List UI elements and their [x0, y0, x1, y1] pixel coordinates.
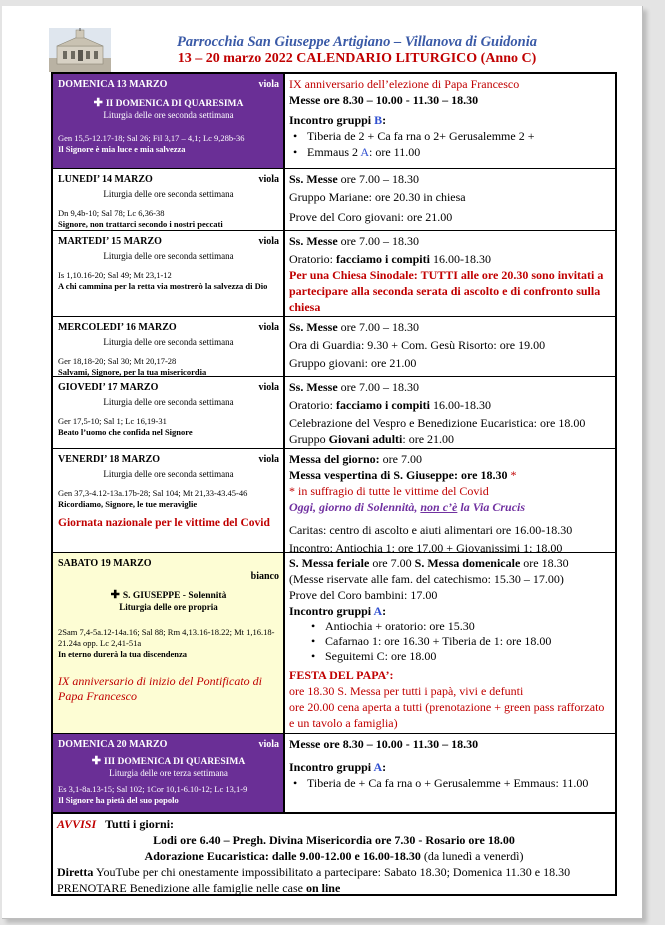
event-bullet: • Emmaus 2 A: ore 11.00	[289, 144, 612, 160]
events-cell	[285, 169, 615, 230]
liturgy-week: Liturgia delle ore propria	[119, 602, 218, 612]
event-line: Ora di Guardia: 9.30 + Com. Gesù Risorto: ore 19.00	[289, 338, 546, 352]
day-cell	[53, 231, 285, 316]
liturgy-week: Liturgia delle ore terza settimana	[109, 768, 228, 778]
calendar-subtitle: 13 – 20 marzo 2022 CALENDARIO LITURGICO (Anno C)	[177, 51, 537, 66]
feast-name: S. GIUSEPPE - Solennità	[122, 591, 227, 601]
event-line: Celebrazione del Vespro e Benedizione Eucaristica: ore 18.00	[289, 416, 586, 430]
psalm-verse: Il Signore ha pietà del suo popolo	[58, 795, 179, 805]
day-label: SABATO 19 MARZO	[58, 558, 152, 569]
event-line: S. Messa feriale ore 7.00 S. Messa domenicale ore 18.30	[289, 556, 569, 570]
day-label: MARTEDI’ 15 MARZO	[58, 236, 162, 247]
liturgical-color: viola	[258, 322, 279, 333]
special-day: Giornata nazionale per le vittime del Covid	[58, 517, 270, 529]
event-line: Gruppo Mariane: ore 20.30 in chiesa	[289, 190, 466, 204]
feast-name: II DOMENICA DI QUARESIMA	[105, 99, 244, 109]
event-line: Per una Chiesa Sinodale: TUTTI alle ore 20.30 sono invitati a partecipare alla seconda serata di ascolto e di confronto sulla chiesa	[289, 268, 604, 314]
cross-icon: ✚	[91, 755, 101, 767]
event-line: Oratorio: facciamo i compiti 16.00-18.30	[289, 252, 491, 266]
readings: Ger 18,18-20; Sal 30; Mt 20,17-28	[58, 356, 177, 366]
calendar-table	[51, 72, 617, 896]
event-line: IX anniversario dell’elezione di Papa Francesco	[289, 77, 520, 91]
event-line: Oggi, giorno di Solennità, non c’è la Via Crucis	[289, 500, 526, 514]
readings: Ger 17,5-10; Sal 1; Lc 16,19-31	[58, 416, 167, 426]
notices-label: AVVISI	[57, 817, 97, 831]
notices-header	[57, 816, 611, 832]
psalm-verse: Il Signore è mia luce e mia salvezza	[58, 144, 186, 154]
readings: 2Sam 7,4-5a.12-14a.16; Sal 88; Rm 4,13.16-18.22; Mt 1,16.18-21.24a opp. Lc 2,41-51a	[58, 627, 275, 648]
psalm-verse: Signore, non trattarci secondo i nostri peccati	[58, 219, 223, 229]
event-bullet: • Tiberia de 2 + Ca fa rna o 2+ Gerusalemme 2 +	[289, 128, 612, 144]
liturgical-color: viola	[258, 739, 279, 750]
events-cell	[285, 377, 615, 448]
day-label: MERCOLEDI’ 16 MARZO	[58, 322, 177, 333]
anniversary-note: IX anniversario di inizio del Pontificato di Papa Francesco	[58, 674, 262, 703]
table-row	[53, 74, 615, 169]
event-line: Messa vespertina di S. Giuseppe: ore 18.30 *	[289, 468, 517, 482]
day-label: DOMENICA 20 MARZO	[58, 739, 168, 750]
event-line: Caritas: centro di ascolto e aiuti alimentari ore 16.00-18.30	[289, 523, 573, 537]
events-cell	[285, 734, 615, 812]
feast-name: III DOMENICA DI QUARESIMA	[104, 757, 246, 767]
notices-section	[53, 814, 615, 898]
liturgical-color: viola	[258, 382, 279, 393]
liturgical-color: viola	[258, 79, 279, 90]
table-row	[53, 231, 615, 317]
day-cell	[53, 553, 285, 733]
liturgy-week: Liturgia delle ore seconda settimana	[103, 397, 234, 407]
liturgical-color: viola	[258, 454, 279, 465]
readings: Es 3,1-8a.13-15; Sal 102; 1Cor 10,1-6.10-12; Lc 13,1-9	[58, 784, 248, 794]
psalm-verse: Beato l’uomo che confida nel Signore	[58, 427, 193, 437]
notice-line: Lodi ore 6.40 – Pregh. Divina Misericordia ore 7.30 - Rosario ore 18.00	[153, 833, 515, 847]
event-line: Incontro gruppi A:	[289, 604, 387, 618]
readings: Dn 9,4b-10; Sal 78; Lc 6,36-38	[58, 208, 165, 218]
notice-line: Diretta YouTube per chi onestamente impossibilitato a partecipare: Sabato 18.30; Domenica 11.30 e 18.30	[57, 865, 571, 879]
event-line: Ss. Messe ore 7.00 – 18.30	[289, 234, 419, 248]
events-cell	[285, 449, 615, 552]
day-cell	[53, 74, 285, 168]
day-label: VENERDI’ 18 MARZO	[58, 454, 161, 465]
event-line: Gruppo giovani: ore 21.00	[289, 356, 417, 370]
day-label: LUNEDI’ 14 MARZO	[58, 174, 153, 185]
events-cell	[285, 553, 615, 733]
day-label: GIOVEDI’ 17 MARZO	[58, 382, 159, 393]
table-row	[53, 734, 615, 814]
event-line: Ss. Messe ore 7.00 – 18.30	[289, 380, 419, 394]
event-line: Gruppo Giovani adulti: ore 21.00	[289, 432, 455, 446]
bulletin-page	[2, 6, 643, 919]
parish-title: Parrocchia San Giuseppe Artigiano – Villanova di Guidonia	[176, 34, 537, 50]
liturgy-week: Liturgia delle ore seconda settimana	[103, 110, 234, 120]
psalm-verse: Salvami, Signore, per la tua misericordia	[58, 367, 207, 376]
event-line: Ss. Messe ore 7.00 – 18.30	[289, 320, 419, 334]
liturgy-week: Liturgia delle ore seconda settimana	[103, 189, 234, 199]
event-line: Prove del Coro bambini: 17.00	[289, 588, 438, 602]
psalm-verse: In eterno durerà la tua discendenza	[58, 649, 187, 659]
liturgy-week: Liturgia delle ore seconda settimana	[103, 251, 234, 261]
event-line: Messe ore 8.30 – 10.00 - 11.30 – 18.30	[289, 737, 479, 751]
table-row	[53, 169, 615, 231]
event-line: * in suffragio di tutte le vittime del Covid	[289, 484, 489, 498]
table-row	[53, 377, 615, 449]
event-bullet: • Tiberia de + Ca fa rna o + Gerusalemme + Emmaus: 11.00	[289, 775, 612, 791]
event-line: Incontro gruppi A:	[289, 760, 387, 774]
notice-line: Adorazione Eucaristica: dalle 9.00-12.00 e 16.00-18.30 (da lunedì a venerdì)	[144, 849, 524, 863]
liturgy-week: Liturgia delle ore seconda settimana	[103, 337, 234, 347]
cross-icon: ✚	[93, 97, 103, 109]
cross-icon: ✚	[110, 589, 120, 601]
events-cell	[285, 74, 615, 168]
day-cell	[53, 449, 285, 552]
day-cell	[53, 734, 285, 812]
event-bullet: • Cafarnao 1: ore 16.30 + Tiberia de 1: ore 18.00	[289, 634, 612, 649]
event-line: Incontro: Antiochia 1: ore 17.00 + Giovanissimi 1: 18.00	[289, 541, 563, 552]
church-logo	[49, 28, 111, 72]
event-line: ore 20.00 cena aperta a tutti (prenotazione + green pass rafforzato e un tavolo a famiglia)	[289, 700, 605, 730]
notices-title: Tutti i giorni:	[105, 817, 175, 831]
liturgical-color: viola	[258, 174, 279, 185]
liturgical-color: bianco	[250, 571, 279, 582]
event-bullet: • Seguitemi C: ore 18.00	[289, 649, 612, 664]
liturgy-week: Liturgia delle ore seconda settimana	[103, 469, 234, 479]
readings: Gen 37,3-4.12-13a.17b-28; Sal 104; Mt 21,33-43.45-46	[58, 488, 248, 498]
table-row	[53, 449, 615, 553]
event-bullet: • Antiochia + oratorio: ore 15.30	[289, 619, 612, 634]
psalm-verse: Ricordiamo, Signore, le tue meraviglie	[58, 499, 198, 509]
event-line: Incontro gruppi B:	[289, 113, 387, 127]
event-line: Prove del Coro giovani: ore 21.00	[289, 210, 453, 224]
event-line: FESTA DEL PAPA’:	[289, 668, 394, 682]
events-cell	[285, 231, 615, 316]
psalm-verse: A chi cammina per la retta via mostrerò la salvezza di Dio	[58, 281, 268, 291]
readings: Is 1,10.16-20; Sal 49; Mt 23,1-12	[58, 270, 172, 280]
readings: Gen 15,5-12.17-18; Sal 26; Fil 3,17 – 4,1; Lc 9,28b-36	[58, 133, 245, 143]
event-line: ore 18.30 S. Messa per tutti i papà, vivi e defunti	[289, 684, 524, 698]
day-label: DOMENICA 13 MARZO	[58, 79, 168, 90]
day-cell	[53, 317, 285, 376]
event-line: Ss. Messe ore 7.00 – 18.30	[289, 172, 419, 186]
event-line: Messa del giorno: ore 7.00	[289, 452, 422, 466]
notice-line: PRENOTARE Benedizione alle famiglie nelle case on line	[57, 881, 341, 895]
liturgical-color: viola	[258, 236, 279, 247]
events-cell	[285, 317, 615, 376]
day-cell	[53, 377, 285, 448]
event-line: Messe ore 8.30 – 10.00 - 11.30 – 18.30	[289, 93, 479, 107]
table-row	[53, 553, 615, 734]
event-line: Oratorio: facciamo i compiti 16.00-18.30	[289, 398, 491, 412]
table-row	[53, 317, 615, 377]
event-line: (Messe riservate alle fam. del catechismo: 15.30 – 17.00)	[289, 572, 564, 586]
day-cell	[53, 169, 285, 230]
